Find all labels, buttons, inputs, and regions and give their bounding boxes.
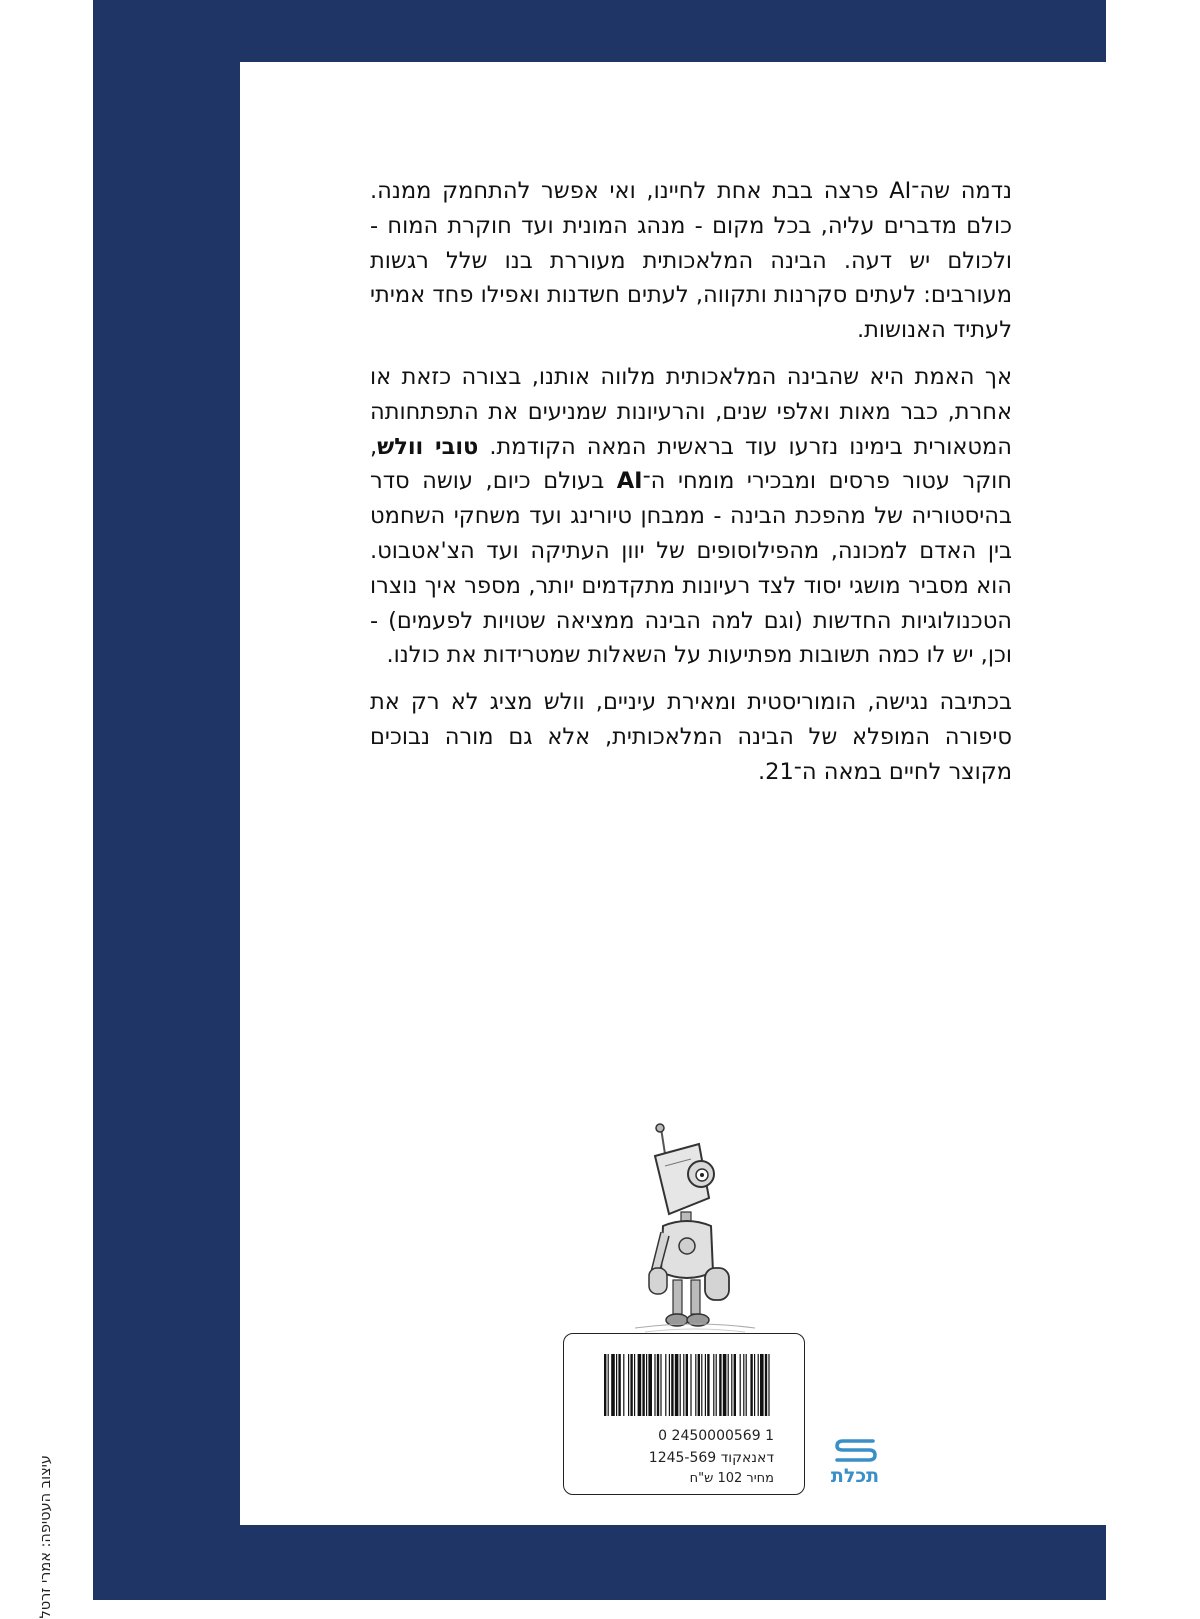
- barcode-bar: [628, 1354, 629, 1416]
- barcode-bar: [728, 1354, 729, 1416]
- barcode-bar: [750, 1354, 752, 1416]
- barcode-bar: [765, 1354, 767, 1416]
- barcode-bar: [680, 1354, 681, 1416]
- barcode-bar: [618, 1354, 620, 1416]
- price-label: מחיר 102 ש"ח: [689, 1471, 774, 1486]
- barcode-bar: [657, 1354, 659, 1416]
- publisher-name: תכלת: [830, 1465, 880, 1487]
- cover-design-credit: עיצוב העטיפה: אמרי זרטל: [38, 1455, 54, 1619]
- blurb-paragraph-1: נדמה שה־AI פרצה בבת אחת לחיינו, ואי אפשר להתחמק ממנה. כולם מדברים עליה, בכל מקום - מנהג המונית ועד חוקרת המוח - ולכולם יש דעה. הבינה המלאכותית מעוררת בנו שלל רגשות מעורבים: לעתים סקרנות ותקווה, לעתים חשדנות ואפילו פחד אמיתי לעתיד האנושות.: [370, 178, 1012, 344]
- barcode-bar: [731, 1354, 732, 1416]
- back-cover-panel: [240, 62, 1120, 1525]
- barcode-bar: [642, 1354, 644, 1416]
- barcode-bar: [723, 1354, 727, 1416]
- barcode-bar: [716, 1354, 717, 1416]
- author-name: טובי וולש: [377, 433, 479, 460]
- barcode-bar: [746, 1354, 747, 1416]
- barcode-box: [563, 1333, 805, 1495]
- robot-illustration: [625, 1122, 765, 1362]
- blurb-p2-mid: , חוקר עטור פרסים ומבכירי מומחי ה־: [370, 433, 1012, 495]
- blurb-p2-end: בעולם כיום, עושה סדר בהיסטוריה של מהפכת הבינה - ממבחן טיורינג ועד משחקי השחמט בין האדם למכונה, מהפילוסופים של יוון העתיקה ועד הצ'אטבוט. הוא מסביר מושגי יסוד לצד רעיונות מתקדמים יותר, מספר איך נוצרו הטכנולוגיות החדשות (וגם למה הבינה ממציאה שטויות לפעמים) - וכן, יש לו כמה תשובות מפתיעות על השאלות שמטרידות את כולנו.: [370, 468, 1012, 669]
- barcode-bar: [616, 1354, 617, 1416]
- barcode-bar: [690, 1354, 691, 1416]
- barcode-bar: [654, 1354, 655, 1416]
- barcode-bar: [634, 1354, 635, 1416]
- barcode-bar: [630, 1354, 632, 1416]
- blurb-paragraph-3: בכתיבה נגישה, הומוריסטית ומאירת עיניים, וולש מציג לא רק את סיפורה המופלא של הבינה המלאכותית, אלא גם מורה נבוכים מקוצר לחיים במאה ה־21.: [370, 689, 1012, 785]
- barcode-bar: [707, 1354, 709, 1416]
- barcode-bar: [646, 1354, 647, 1416]
- blurb-paragraph-2: [370, 360, 1012, 673]
- barcode-bar: [719, 1354, 721, 1416]
- publisher-logo: [830, 1437, 880, 1497]
- blurb-text: [370, 174, 1012, 802]
- barcode-bar: [611, 1354, 615, 1416]
- barcode-bar: [734, 1354, 736, 1416]
- barcode-bar: [743, 1354, 744, 1416]
- barcode-bar: [768, 1354, 769, 1416]
- publisher-logo-icon: [833, 1437, 877, 1463]
- barcode-bar: [713, 1354, 714, 1416]
- barcode-bar: [760, 1354, 764, 1416]
- barcode-bar: [686, 1354, 688, 1416]
- barcode-bar: [675, 1354, 679, 1416]
- barcode-bar: [701, 1354, 702, 1416]
- barcode-bar: [604, 1354, 606, 1416]
- barcode-bar: [698, 1354, 700, 1416]
- barcode-bar: [754, 1354, 755, 1416]
- barcode-bars: [604, 1354, 772, 1416]
- barcode-bar: [608, 1354, 609, 1416]
- barcode-bar: [660, 1354, 661, 1416]
- barcode-bar: [705, 1354, 706, 1416]
- danacode: דאנאקוד 1245-569: [648, 1450, 774, 1466]
- barcode-bar: [758, 1354, 759, 1416]
- barcode-bar: [740, 1354, 741, 1416]
- cover-border: [93, 0, 1106, 1600]
- barcode-bar: [665, 1354, 666, 1416]
- barcode-bar: [671, 1354, 673, 1416]
- ai-term: AI: [616, 468, 643, 495]
- blurb-p2-start: אך האמת היא שהבינה המלאכותית מלווה אותנו, בצורה כזאת או אחרת, כבר מאות ואלפי שנים, והרעיונות שמניעים את התפתחותה המטאורית בימינו נזרעו עוד בראשית המאה הקודמת.: [370, 363, 1012, 460]
- barcode-bar: [623, 1354, 624, 1416]
- barcode-bar: [695, 1354, 696, 1416]
- barcode-bar: [669, 1354, 670, 1416]
- barcode-bar: [638, 1354, 642, 1416]
- barcode-bar: [683, 1354, 684, 1416]
- barcode-bar: [648, 1354, 652, 1416]
- barcode-number: 1 2450000569 0: [658, 1428, 774, 1444]
